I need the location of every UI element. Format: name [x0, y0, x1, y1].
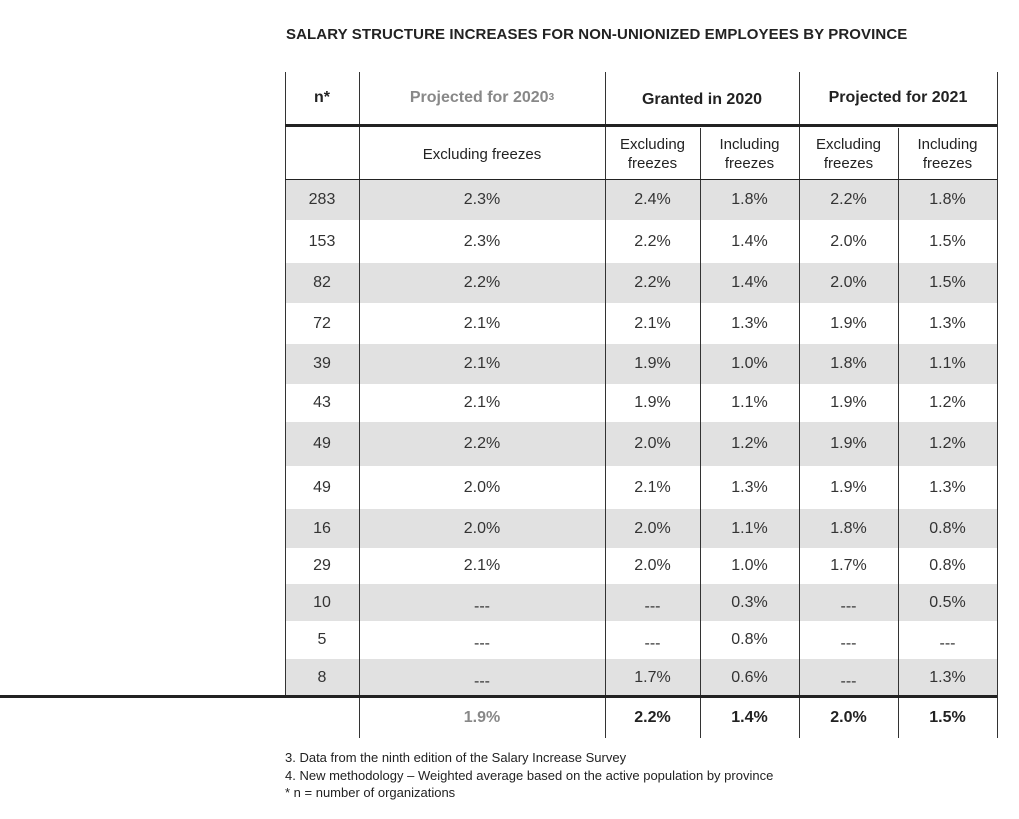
cell-g_incl: 1.3%	[731, 478, 768, 496]
cell-p21_excl: 2.0%	[830, 274, 867, 291]
vline-p2020	[605, 72, 606, 738]
subheader-g2020_incl: Including freezes	[719, 136, 780, 172]
cell-p21_incl: 1.3%	[929, 478, 966, 496]
cell-p2020: 2.1%	[463, 557, 501, 574]
cell-g_excl: 2.2%	[634, 232, 671, 250]
cell-g_excl: 2.2%	[634, 274, 671, 291]
vline-granted	[799, 72, 800, 738]
cell-p21_incl: 1.2%	[929, 394, 966, 411]
cell-p21_incl: 0.8%	[929, 519, 966, 537]
cell-p21_incl: 1.5%	[929, 274, 966, 291]
cell-g_excl: 1.9%	[634, 355, 671, 372]
table-title: SALARY STRUCTURE INCREASES FOR NON-UNIONIZED EMPLOYEES BY PROVINCE	[286, 26, 908, 43]
cell-g_excl: ---	[644, 597, 661, 615]
cell-p21_excl: 2.0%	[830, 232, 867, 250]
cell-p21_incl: 1.1%	[929, 355, 966, 372]
cell-g_excl: 2.0%	[634, 557, 671, 574]
cell-n: 39	[313, 355, 331, 372]
cell-p2020: ---	[474, 597, 490, 615]
cell-n: 153	[308, 232, 336, 250]
cell-n: 10	[313, 593, 331, 611]
header-n: n*	[314, 89, 330, 106]
header-projected-2020: Projected for 2020 3	[409, 89, 555, 106]
vline-p2021-split	[898, 128, 899, 738]
cell-p21_excl: 1.8%	[830, 519, 867, 537]
subheader-projected-2020-excluding: Excluding freezes	[422, 145, 542, 163]
footnote-3: 3. Data from the ninth edition of the Salary Increase Survey	[285, 750, 627, 765]
cell-g_incl: 1.3%	[731, 314, 768, 332]
cell-g_incl: 0.3%	[731, 593, 768, 611]
average-g_excl: 2.2%	[634, 709, 671, 726]
cell-p2020: ---	[474, 672, 490, 690]
cell-p21_incl: 1.5%	[929, 232, 966, 250]
cell-p2020: 2.1%	[463, 355, 501, 372]
header-granted-2020: Granted in 2020	[641, 91, 763, 108]
subheader-p2021_incl: Including freezes	[917, 136, 978, 172]
cell-g_excl: 2.0%	[634, 519, 671, 537]
cell-n: 49	[313, 478, 331, 496]
subheader-g2020_excl: Excluding freezes	[619, 136, 686, 172]
hline-header	[285, 124, 997, 127]
cell-p21_excl: 2.2%	[830, 191, 867, 208]
footnote-n: * n = number of organizations	[285, 785, 456, 800]
cell-n: 49	[313, 435, 331, 452]
cell-g_incl: 1.0%	[731, 557, 768, 574]
cell-n: 283	[308, 191, 336, 208]
average-p21_excl: 2.0%	[830, 709, 867, 726]
cell-n: 16	[313, 519, 331, 537]
cell-p21_excl: 1.9%	[830, 478, 867, 496]
cell-p2020: 2.3%	[463, 191, 501, 208]
vline-granted-split	[700, 128, 701, 738]
average-g_incl: 1.4%	[731, 709, 768, 726]
cell-g_excl: 1.9%	[634, 394, 671, 411]
cell-p21_excl: ---	[840, 635, 857, 652]
cell-g_excl: 2.0%	[634, 435, 671, 452]
cell-g_incl: 1.1%	[731, 394, 768, 411]
cell-p21_excl: 1.9%	[830, 394, 867, 411]
cell-p2020: 2.2%	[463, 274, 501, 291]
cell-p21_incl: 1.3%	[929, 668, 966, 686]
header-projected-2021: Projected for 2021	[828, 89, 968, 106]
cell-p21_incl: 0.8%	[929, 557, 966, 574]
cell-n: 5	[317, 631, 327, 648]
cell-p21_excl: 1.8%	[830, 355, 867, 372]
cell-p2020: 2.3%	[463, 232, 501, 250]
cell-g_incl: 0.6%	[731, 668, 768, 686]
vline-right	[997, 72, 998, 738]
cell-g_incl: 1.4%	[731, 274, 768, 291]
footnote-4: 4. New methodology – Weighted average based on the active population by province	[285, 767, 774, 783]
cell-g_excl: 2.1%	[634, 478, 671, 496]
header-projected-2020-label: Projected for 2020	[409, 89, 549, 106]
cell-p21_incl: 1.2%	[929, 435, 966, 452]
cell-n: 29	[313, 557, 331, 574]
cell-p21_incl: 1.3%	[929, 314, 966, 332]
cell-p21_incl: 0.5%	[929, 593, 966, 611]
cell-g_incl: 1.1%	[731, 519, 768, 537]
cell-g_excl: 2.1%	[634, 314, 671, 332]
vline-left	[285, 72, 286, 696]
average-p2020: 1.9%	[463, 709, 501, 726]
hline-subheader	[285, 179, 997, 180]
cell-p21_excl: 1.9%	[830, 435, 867, 452]
cell-n: 8	[317, 668, 327, 686]
cell-n: 43	[313, 394, 331, 411]
cell-p21_incl: 1.8%	[929, 191, 966, 208]
cell-g_incl: 1.2%	[731, 435, 768, 452]
cell-p2020: 2.2%	[463, 435, 501, 452]
cell-p2020: 2.1%	[463, 314, 501, 332]
cell-g_excl: 2.4%	[634, 191, 671, 208]
cell-p21_excl: ---	[840, 597, 857, 615]
cell-g_incl: 1.4%	[731, 232, 768, 250]
cell-g_incl: 0.8%	[731, 631, 768, 648]
cell-g_excl: ---	[644, 635, 661, 652]
hline-average	[0, 695, 997, 698]
cell-p2020: 2.0%	[463, 519, 501, 537]
cell-p2020: 2.1%	[463, 394, 501, 411]
cell-p21_excl: ---	[840, 672, 857, 690]
cell-p2020: 2.0%	[463, 478, 501, 496]
cell-g_excl: 1.7%	[634, 668, 671, 686]
cell-p21_incl: ---	[939, 635, 956, 652]
cell-g_incl: 1.8%	[731, 191, 768, 208]
cell-n: 72	[313, 314, 331, 332]
footnotes	[285, 749, 773, 802]
subheader-p2021_excl: Excluding freezes	[815, 136, 882, 172]
cell-p2020: ---	[474, 635, 490, 652]
average-p21_incl: 1.5%	[929, 709, 966, 726]
cell-g_incl: 1.0%	[731, 355, 768, 372]
cell-p21_excl: 1.9%	[830, 314, 867, 332]
cell-n: 82	[313, 274, 331, 291]
vline-n	[359, 72, 360, 738]
cell-p21_excl: 1.7%	[830, 557, 867, 574]
